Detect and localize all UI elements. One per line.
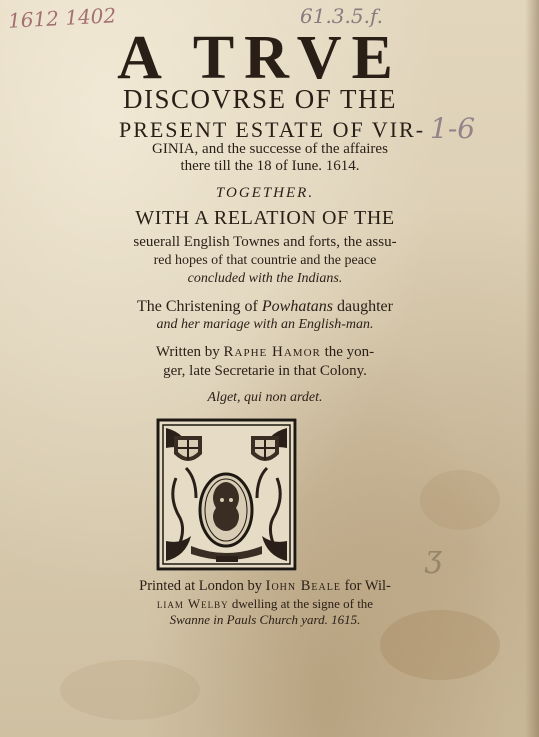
relation-heading: WITH A RELATION OF THE	[135, 207, 395, 229]
foxing-stain	[60, 660, 200, 720]
author-name: Raphe Hamor	[223, 344, 321, 360]
printers-device-woodcut	[156, 418, 297, 571]
mariage-line: and her mariage with an English-man.	[156, 317, 374, 332]
imprint-prefix: Printed at London by	[139, 578, 266, 594]
handwritten-annotation-top-left: 1612 1402	[7, 3, 117, 33]
author-title-line: ger, late Secretarie in that Colony.	[163, 363, 367, 379]
imprint-line-3: Swanne in Pauls Church yard. 1615.	[169, 612, 361, 627]
handwritten-margin-note: 1-6	[430, 112, 476, 145]
title-line-3: PRESENT ESTATE OF VIR-	[118, 117, 426, 142]
christening-text-a: The Christening of	[137, 298, 262, 315]
woodcut-illustration	[156, 418, 297, 571]
imprint-address: dwelling at the signe of the	[228, 596, 374, 611]
imprint-suffix: for Wil-	[340, 578, 391, 594]
handwritten-margin-mark: ʒ	[425, 540, 442, 575]
title-line-5: there till the 18 of Iune. 1614.	[180, 158, 360, 174]
printer-name: Iohn Beale	[265, 578, 341, 594]
imprint-line-2	[45, 596, 485, 612]
title-line-9: red hopes of that countrie and the peace	[153, 253, 377, 268]
title-line-2: DISCOVRSE OF THE	[122, 84, 398, 114]
imprint-line-1	[45, 578, 485, 595]
foxing-stain	[420, 470, 500, 530]
christening-line	[45, 298, 485, 316]
author-suffix: the yon-	[320, 344, 375, 360]
together-heading: TOGETHER.	[215, 185, 315, 201]
motto: Alget, qui non ardet.	[207, 390, 323, 405]
author-line	[45, 344, 485, 361]
handwritten-shelfmark: 61.3.5.f.	[300, 4, 384, 28]
title-line-1: A TRVE	[117, 24, 403, 92]
title-line-8: seuerall English Townes and forts, the assu-	[133, 234, 397, 250]
page-gutter-shadow	[525, 0, 539, 737]
bookseller-name: liam Welby	[156, 596, 229, 611]
title-line-10: concluded with the Indians.	[187, 271, 343, 286]
title-line-4: GINIA, and the successe of the affaires	[152, 141, 388, 157]
powhatans-name: Powhatans	[261, 298, 333, 315]
christening-text-c: daughter	[333, 298, 393, 315]
author-prefix: Written by	[155, 344, 224, 360]
